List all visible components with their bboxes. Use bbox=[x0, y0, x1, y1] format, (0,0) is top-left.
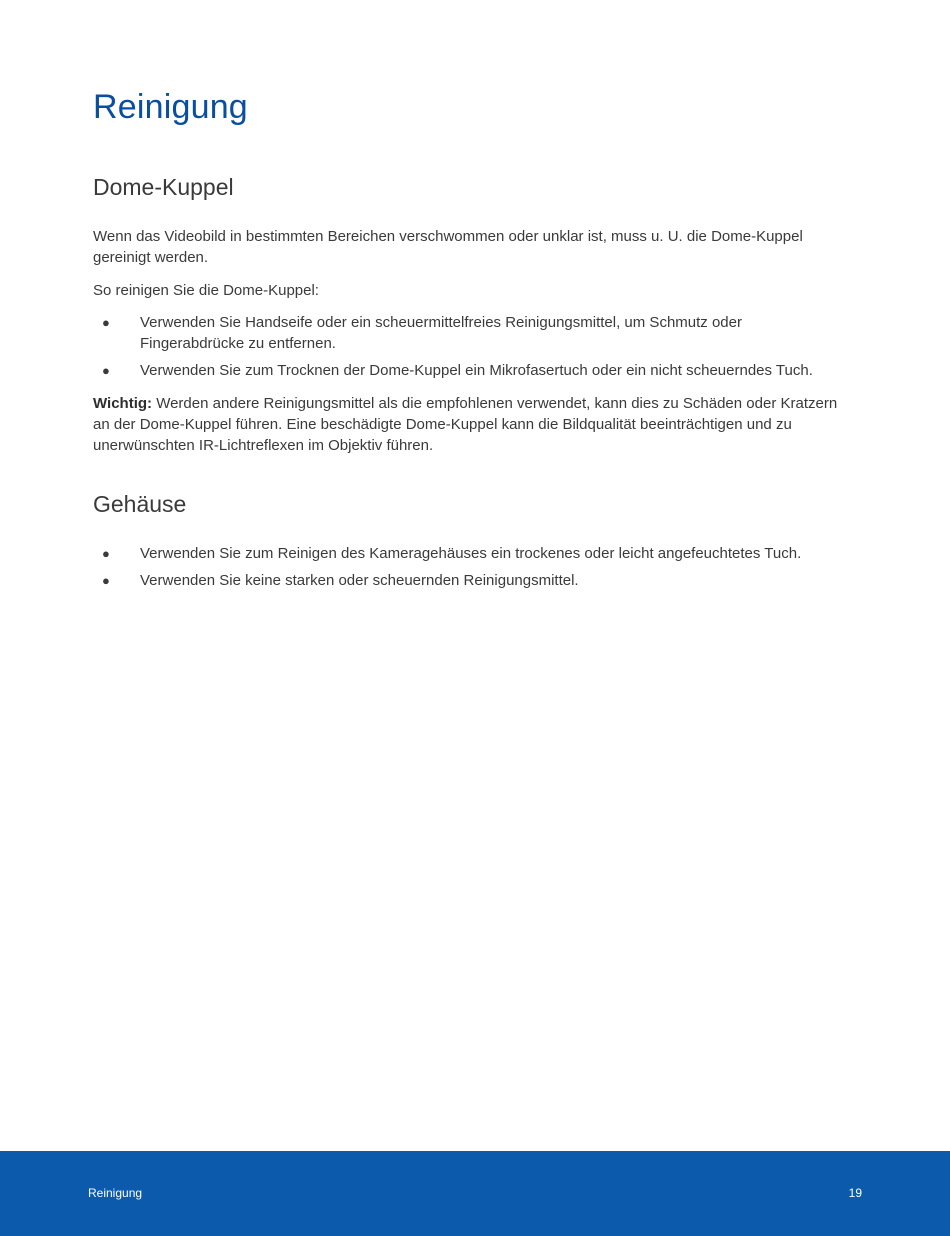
dome-intro-paragraph: Wenn das Videobild in bestimmten Bereichen verschwommen oder unklar ist, muss u. U. die Dome-Kuppel gereinigt werden. bbox=[93, 228, 803, 266]
list-item bbox=[102, 543, 827, 564]
page-title: Reinigung bbox=[93, 88, 248, 126]
list-item-text: Verwenden Sie zum Trocknen der Dome-Kuppel ein Mikrofasertuch oder ein nicht scheuerndes Tuch. bbox=[140, 362, 813, 379]
footer-page-number: 19 bbox=[848, 1186, 862, 1200]
important-note-label: Wichtig: bbox=[93, 395, 153, 412]
list-item-text: Verwenden Sie Handseife oder ein scheuermittelfreies Reinigungsmittel, um Schmutz oder Fingerabdrücke zu entfernen. bbox=[140, 314, 742, 352]
list-item bbox=[102, 312, 827, 354]
list-item-text: Verwenden Sie zum Reinigen des Kameragehäuses ein trockenes oder leicht angefeuchtetes Tuch. bbox=[140, 545, 802, 562]
section-heading-dome: Dome-Kuppel bbox=[93, 174, 234, 200]
section-heading-housing: Gehäuse bbox=[93, 491, 187, 517]
bullet-icon: ● bbox=[102, 573, 110, 588]
important-note-text: Werden andere Reinigungsmittel als die empfohlenen verwendet, kann dies zu Schäden oder Kratzern an der Dome-Kuppel führen. Eine beschädigte Dome-Kuppel kann die Bildqualität beeinträchtigen und zu unerwünschten IR-Lichtreflexen im Objektiv führen. bbox=[93, 395, 838, 454]
footer-section-label: Reinigung bbox=[88, 1186, 143, 1200]
bullet-icon: ● bbox=[102, 546, 110, 561]
dome-lead-paragraph: So reinigen Sie die Dome-Kuppel: bbox=[93, 282, 319, 299]
list-item-text: Verwenden Sie keine starken oder scheuernden Reinigungsmittel. bbox=[140, 572, 579, 589]
important-note bbox=[93, 393, 858, 456]
list-item bbox=[102, 570, 827, 591]
list-item bbox=[102, 360, 827, 381]
bullet-icon: ● bbox=[102, 363, 110, 378]
page-footer bbox=[0, 1151, 950, 1236]
bullet-icon: ● bbox=[102, 315, 110, 330]
